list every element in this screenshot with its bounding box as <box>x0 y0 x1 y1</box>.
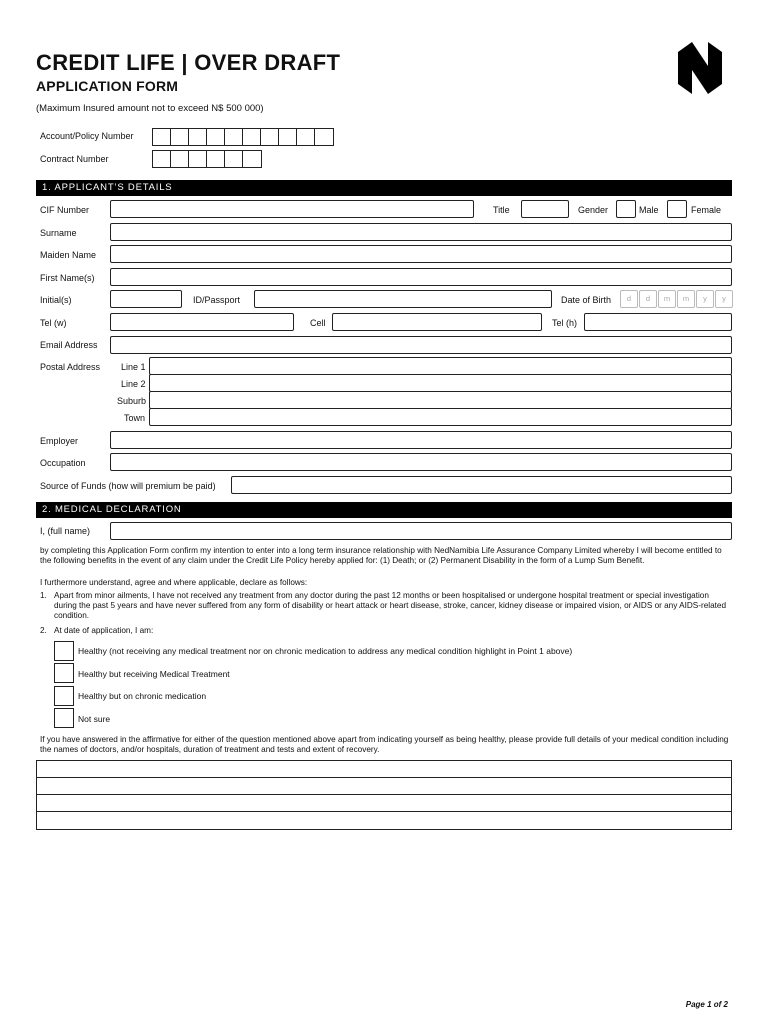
item1-text: Apart from minor ailments, I have not received any treatment from any doctor during the past 12 months or been hospitalised or undergone hospital treatment or special investigation during the past 5 years and have never suffered from any form of disability or heart attack or heart disease, stroke, cancer, kidney disease or impaired vision, or AIDS or any AIDS-related condition. <box>54 591 727 620</box>
date-of-birth-input[interactable] <box>620 290 734 308</box>
gender-female-checkbox[interactable] <box>667 200 687 218</box>
medical-details-input[interactable] <box>36 760 732 830</box>
healthy-medical-treatment-checkbox[interactable] <box>54 663 74 683</box>
cif-number-input[interactable] <box>110 200 474 218</box>
surname-label: Surname <box>40 228 77 238</box>
tel-work-input[interactable] <box>110 313 294 331</box>
id-passport-label: ID/Passport <box>193 295 241 305</box>
contract-number-input[interactable] <box>152 150 262 168</box>
healthy-chronic-medication-checkbox[interactable] <box>54 686 74 706</box>
female-label: Female <box>691 205 722 215</box>
dob-month-1-cell[interactable]: m <box>658 290 676 308</box>
nedbank-n-logo-icon <box>672 40 728 96</box>
section-medical-declaration-header: 2. MEDICAL DECLARATION <box>36 502 732 518</box>
page-number: Page 1 of 2 <box>685 1000 728 1009</box>
id-passport-input[interactable] <box>254 290 552 308</box>
employer-input[interactable] <box>110 431 732 449</box>
form-subtitle: APPLICATION FORM <box>36 78 179 94</box>
gender-male-checkbox[interactable] <box>616 200 636 218</box>
occupation-label: Occupation <box>40 458 86 468</box>
contract-number-label: Contract Number <box>40 154 109 164</box>
dob-month-2-cell[interactable]: m <box>677 290 695 308</box>
source-of-funds-input[interactable] <box>231 476 732 494</box>
cif-number-label: CIF Number <box>40 205 90 215</box>
cell-label: Cell <box>310 318 326 328</box>
cell-input[interactable] <box>332 313 542 331</box>
medical-details-line-1[interactable] <box>37 761 731 778</box>
date-of-birth-label: Date of Birth <box>561 295 612 305</box>
form-title: CREDIT LIFE | OVER DRAFT <box>36 50 341 75</box>
section-applicant-details-header: 1. APPLICANT’S DETAILS <box>36 180 732 196</box>
suburb-label: Suburb <box>117 396 147 406</box>
email-input[interactable] <box>110 336 732 354</box>
understand-text: I furthermore understand, agree and where applicable, declare as follows: <box>40 578 308 587</box>
item2-number: 2. <box>40 626 47 635</box>
healthy-checkbox[interactable] <box>54 641 74 661</box>
initials-input[interactable] <box>110 290 182 308</box>
not-sure-checkbox[interactable] <box>54 708 74 728</box>
item1-number: 1. <box>40 591 47 600</box>
town-label: Town <box>124 413 146 423</box>
account-policy-number-input[interactable] <box>152 128 334 146</box>
max-insured-note: (Maximum Insured amount not to exceed N$ 500 000) <box>36 103 264 114</box>
initials-label: Initial(s) <box>40 295 72 305</box>
healthy-chronic-medication-label: Healthy but on chronic medication <box>78 691 207 701</box>
dob-year-2-cell[interactable]: y <box>715 290 733 308</box>
male-label: Male <box>639 205 659 215</box>
postal-line2-input[interactable] <box>149 374 732 392</box>
title-input[interactable] <box>521 200 569 218</box>
dob-day-1-cell[interactable]: d <box>620 290 638 308</box>
item2-text: At date of application, I am: <box>54 626 154 635</box>
surname-input[interactable] <box>110 223 732 241</box>
maiden-name-label: Maiden Name <box>40 250 97 260</box>
first-names-label: First Name(s) <box>40 273 95 283</box>
postal-line1-input[interactable] <box>149 357 732 375</box>
line2-label: Line 2 <box>121 379 146 389</box>
title-label: Title <box>493 205 510 215</box>
tel-home-input[interactable] <box>584 313 732 331</box>
postal-suburb-input[interactable] <box>149 391 732 409</box>
email-label: Email Address <box>40 340 98 350</box>
account-policy-label: Account/Policy Number <box>40 131 134 141</box>
healthy-medical-treatment-label: Healthy but receiving Medical Treatment <box>78 669 230 679</box>
tel-home-label: Tel (h) <box>552 318 578 328</box>
postal-town-input[interactable] <box>149 408 732 426</box>
full-name-label: I, (full name) <box>40 526 91 536</box>
employer-label: Employer <box>40 436 79 446</box>
dob-year-1-cell[interactable]: y <box>696 290 714 308</box>
first-names-input[interactable] <box>110 268 732 286</box>
medical-details-line-2[interactable] <box>37 778 731 795</box>
medical-details-line-4[interactable] <box>37 812 731 829</box>
full-name-input[interactable] <box>110 522 732 540</box>
line1-label: Line 1 <box>121 362 146 372</box>
dob-day-2-cell[interactable]: d <box>639 290 657 308</box>
postal-address-label: Postal Address <box>40 362 101 372</box>
gender-label: Gender <box>578 205 609 215</box>
occupation-input[interactable] <box>110 453 732 471</box>
source-of-funds-label: Source of Funds (how will premium be paid) <box>40 481 216 491</box>
tel-work-label: Tel (w) <box>40 318 67 328</box>
declaration-intro-text: by completing this Application Form confirm my intention to enter into a long term insurance relationship with NedNamibia Life Assurance Company Limited whereby I will become entitled to the following benefits in the event of any claim under the Credit Life Policy hereby applied for: (1) Death; or (2) Permanent Disability in the form of a Lump Sum Benefit. <box>40 546 722 565</box>
healthy-option-label: Healthy (not receiving any medical treatment nor on chronic medication to address any medical condition highlight in Point 1 above) <box>78 646 573 656</box>
maiden-name-input[interactable] <box>110 245 732 263</box>
details-note-text: If you have answered in the affirmative for either of the question mentioned above apart from indicating yourself as being healthy, please provide full details of your medical condition including the names of doctors, and/or hospitals, duration of treatment and tests and extent of recovery. <box>40 735 729 754</box>
medical-details-line-3[interactable] <box>37 795 731 812</box>
not-sure-label: Not sure <box>78 714 111 724</box>
